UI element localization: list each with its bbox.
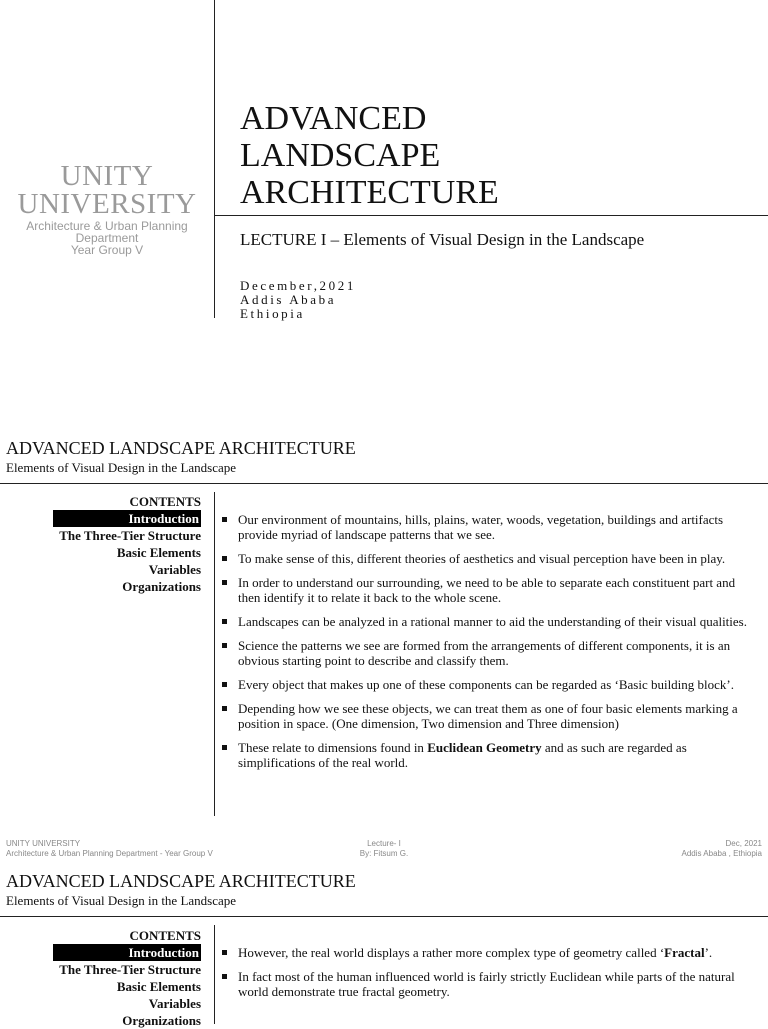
main-title-line: ADVANCED [240,100,427,137]
bullet-item: To make sense of this, different theories of aesthetics and visual perception have been in play. [222,551,748,566]
contents-title: CONTENTS [129,494,201,509]
bullet-item: Science the patterns we see are formed from the arrangements of different components, it is an obvious starting point to describe and classify them. [222,638,748,668]
main-title-line: LANDSCAPE [240,137,441,174]
slide-contents-divider [214,492,215,816]
bullet-bold-term: Euclidean Geometry [427,740,542,755]
contents-item-variables[interactable]: Variables [148,562,201,577]
bullet-list [222,512,748,779]
bullet-text: These relate to dimensions found in [238,740,428,755]
contents-item-variables[interactable]: Variables [148,996,201,1011]
contents-item-three-tier-structure[interactable]: The Three-Tier Structure [59,962,201,977]
main-title [240,100,499,211]
slide-contents-divider [214,925,215,1024]
bullet-text: However, the real world displays a rather more complex type of geometry called ‘ [238,945,665,960]
footer-university: UNITY UNIVERSITY [6,839,81,848]
country-line: Ethiopia [240,306,305,321]
bullet-item: Our environment of mountains, hills, plains, water, woods, vegetation, buildings and artifacts provide myriad of landscape patterns that we see. [222,512,748,542]
footer-date: Dec, 2021 [725,839,762,848]
contents-nav [53,927,201,1029]
bullet-item [222,945,748,960]
department-line: Department [75,231,139,245]
bullet-list [222,945,748,1008]
contents-title: CONTENTS [129,928,201,943]
contents-item-introduction[interactable]: Introduction [53,944,201,961]
title-vertical-divider [214,0,215,318]
department-line: Architecture & Urban Planning [26,219,188,233]
contents-nav [53,493,201,595]
footer-left [6,839,213,859]
bullet-item: Landscapes can be analyzed in a rational manner to aid the understanding of their visual qualities. [222,614,748,629]
footer-right [681,839,762,859]
main-title-line: ARCHITECTURE [240,174,499,211]
footer-center [334,839,434,859]
contents-item-organizations[interactable]: Organizations [122,579,201,594]
slide-heading: ADVANCED LANDSCAPE ARCHITECTURE [6,871,356,891]
university-name-line: UNIVERSITY [17,188,197,220]
bullet-item: Depending how we see these objects, we can treat them as one of four basic elements marking a position in space. (One dimension, Two dimension and Three dimension) [222,701,748,731]
bullet-item [222,740,748,770]
contents-item-basic-elements[interactable]: Basic Elements [116,545,201,560]
footer-location: Addis Ababa , Ethiopia [681,849,762,858]
university-name-line: UNITY [60,160,154,192]
slide-header-divider [0,916,768,917]
bullet-text: ’. [704,945,713,960]
title-horizontal-divider [214,215,768,216]
date-line: December,2021 [240,278,356,293]
university-name [0,162,214,218]
bullet-item: In order to understand our surrounding, we need to be able to separate each constituent part and then identify it to relate it back to the whole scene. [222,575,748,605]
department-line: Year Group V [70,243,144,257]
department-name [0,220,214,256]
contents-item-basic-elements[interactable]: Basic Elements [116,979,201,994]
slide-heading: ADVANCED LANDSCAPE ARCHITECTURE [6,438,356,458]
contents-item-three-tier-structure[interactable]: The Three-Tier Structure [59,528,201,543]
bullet-bold-term: Fractal [664,945,705,960]
footer-author: By: Fitsum G. [359,849,409,858]
slide-subheading: Elements of Visual Design in the Landscape [6,893,237,908]
bullet-text: and as such are regarded as simplifications of the real world. [238,740,687,770]
contents-item-introduction[interactable]: Introduction [53,510,201,527]
date-location [240,279,356,321]
footer-lecture: Lecture- I [367,839,401,848]
lecture-title: LECTURE I – Elements of Visual Design in the Landscape [240,230,645,249]
contents-item-organizations[interactable]: Organizations [122,1013,201,1028]
bullet-item: Every object that makes up one of these components can be regarded as ‘Basic building block’. [222,677,748,692]
bullet-item: In fact most of the human influenced world is fairly strictly Euclidean while parts of the natural world demonstrate true fractal geometry. [222,969,748,999]
slide-header-divider [0,483,768,484]
footer-department: Architecture & Urban Planning Department - Year Group V [6,849,213,858]
slide-subheading: Elements of Visual Design in the Landscape [6,460,237,475]
location-line: Addis Ababa [240,292,337,307]
